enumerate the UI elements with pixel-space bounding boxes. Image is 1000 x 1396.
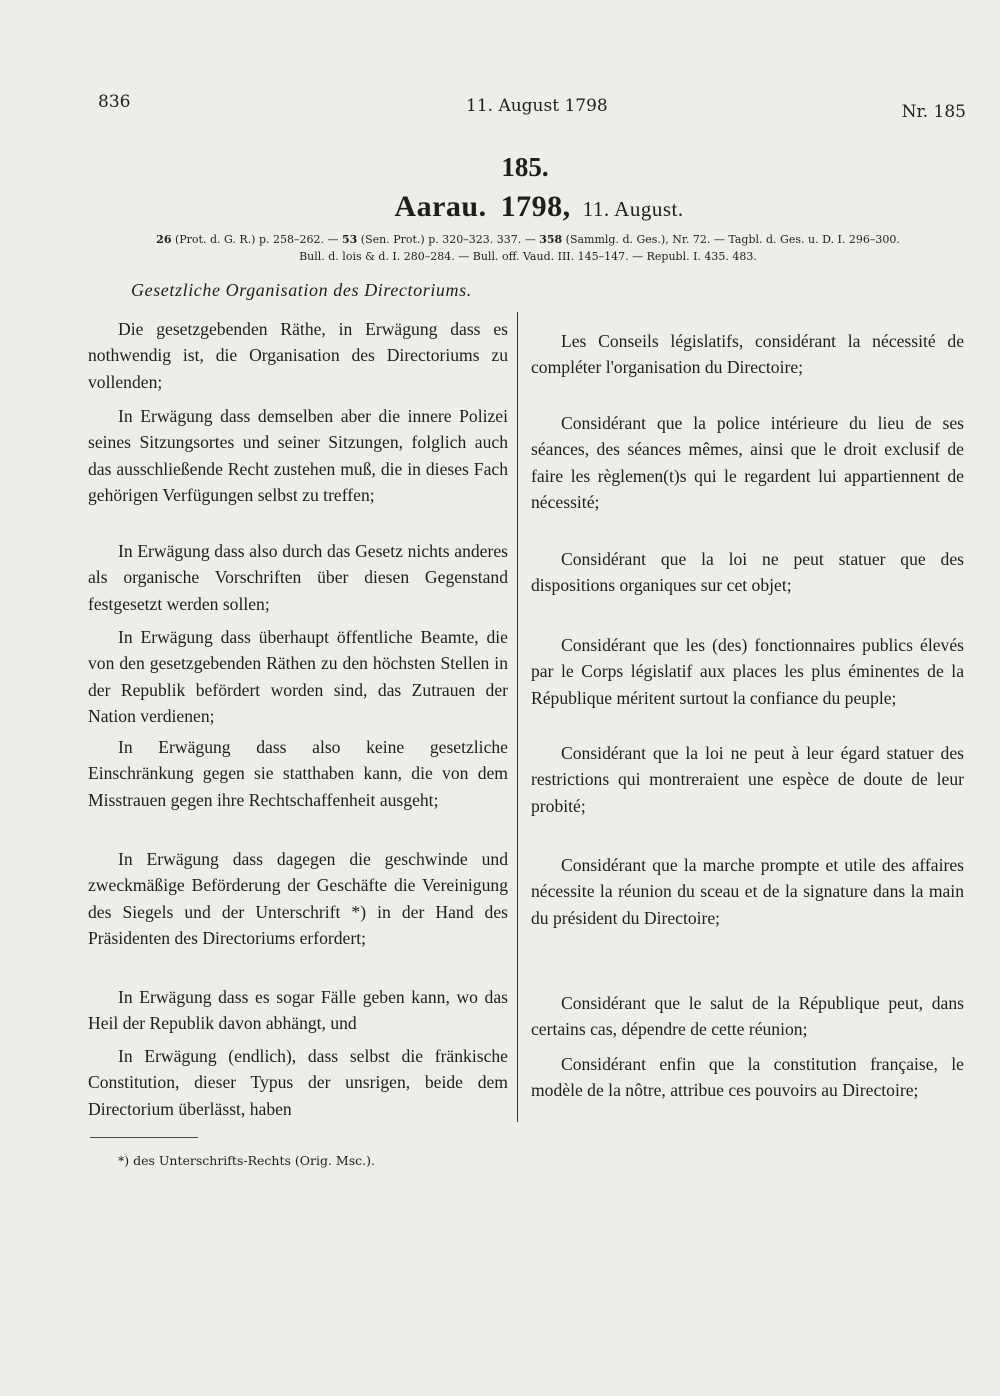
source-ref-number: 26	[156, 233, 172, 246]
french-paragraph: Considérant que la police intérieure du lieu de ses séances, des séances mêmes, ainsi que le droit exclusif de faire les règlemen(t)s qui le regardent lui appartiennent de nécessité;	[531, 413, 964, 513]
german-paragraph: In Erwägung dass es sogar Fälle geben kann, wo das Heil der Republik davon abhängt, und	[88, 987, 508, 1034]
document-title: Gesetzliche Organisation des Directoriums.	[131, 280, 472, 300]
sources-line-1	[128, 231, 928, 248]
source-references	[128, 231, 928, 265]
french-paragraph: Considérant que le salut de la République peut, dans certains cas, dépendre de cette réunion;	[531, 993, 964, 1040]
french-paragraph: Considérant enfin que la constitution française, le modèle de la nôtre, attribue ces pouvoirs au Directoire;	[531, 1054, 964, 1101]
french-paragraph: Considérant que la loi ne peut à leur égard statuer des restrictions qui montreraient une espèce de doute de leur probité;	[531, 743, 964, 816]
page-number: 836	[98, 92, 131, 112]
german-paragraph: In Erwägung dass also keine gesetzliche Einschränkung gegen sie statthaben kann, die von dem Misstrauen gegen ihre Rechtschaffenheit ausgeht;	[88, 737, 508, 810]
german-paragraph: In Erwägung dass überhaupt öffentliche Beamte, die von den gesetzgebenden Räthen zu den höchsten Stellen in der Republik befördert worden sind, das Zutrauen der Nation verdienen;	[88, 627, 508, 727]
source-ref-number: 358	[539, 233, 563, 246]
source-ref-text: (Sammlg. d. Ges.), Nr. 72. — Tagbl. d. Ges. u. D. I. 296–300.	[562, 233, 900, 246]
german-paragraph: In Erwägung dass dagegen die geschwinde und zweckmäßige Beförderung der Geschäfte die Vereinigung des Siegels und der Unterschrift *) in der Hand des Präsidenten des Directoriums erfordert;	[88, 849, 508, 949]
document-place: Aarau.	[394, 190, 487, 223]
source-ref-text: (Prot. d. G. R.) p. 258–262. —	[171, 233, 342, 246]
header-document-number: Nr. 185	[901, 102, 966, 122]
french-paragraph: Considérant que la loi ne peut statuer que des dispositions organiques sur cet objet;	[531, 549, 964, 596]
running-head	[90, 92, 966, 122]
footnote: *) des Unterschrifts-Rechts (Orig. Msc.).	[118, 1153, 375, 1168]
german-paragraph: In Erwägung (endlich), dass selbst die fränkische Constitution, dieser Typus der unsrigen, beide dem Directorium überlässt, haben	[88, 1046, 508, 1119]
column-divider	[517, 312, 518, 1122]
sources-line-2: Bull. d. lois & d. I. 280–284. — Bull. off. Vaud. III. 145–147. — Republ. I. 435. 483.	[299, 250, 757, 263]
german-paragraph: In Erwägung dass also durch das Gesetz nichts anderes als organische Vorschriften über diesen Gegenstand festgesetzt werden sollen;	[88, 541, 508, 614]
footnote-rule	[90, 1137, 198, 1138]
french-paragraph: Considérant que la marche prompte et utile des affaires nécessite la réunion du sceau et de la signature dans la main du président du Directoire;	[531, 855, 964, 928]
document-number: 185.	[501, 152, 549, 182]
document-place-date	[0, 190, 1000, 224]
document-day: 11. August.	[582, 197, 684, 221]
source-ref-text: (Sen. Prot.) p. 320–323. 337. —	[357, 233, 540, 246]
french-paragraph: Les Conseils législatifs, considérant la nécessité de compléter l'organisation du Directoire;	[531, 331, 964, 378]
german-paragraph: In Erwägung dass demselben aber die innere Polizei seines Sitzungsortes und seiner Sitzungen, folglich auch das ausschließende Recht zustehen muß, die in dieses Fach gehörigen Verfügungen selbst zu treffen;	[88, 406, 508, 506]
german-paragraph: Die gesetzgebenden Räthe, in Erwägung dass es nothwendig ist, die Organisation des Directoriums zu vollenden;	[88, 319, 508, 392]
french-paragraph: Considérant que les (des) fonctionnaires publics élevés par le Corps législatif aux places les plus éminentes de la République méritent surtout la confiance du peuple;	[531, 635, 964, 708]
document-year: 1798,	[500, 190, 571, 223]
source-ref-number: 53	[341, 233, 358, 246]
header-date: 11. August 1798	[466, 96, 608, 116]
